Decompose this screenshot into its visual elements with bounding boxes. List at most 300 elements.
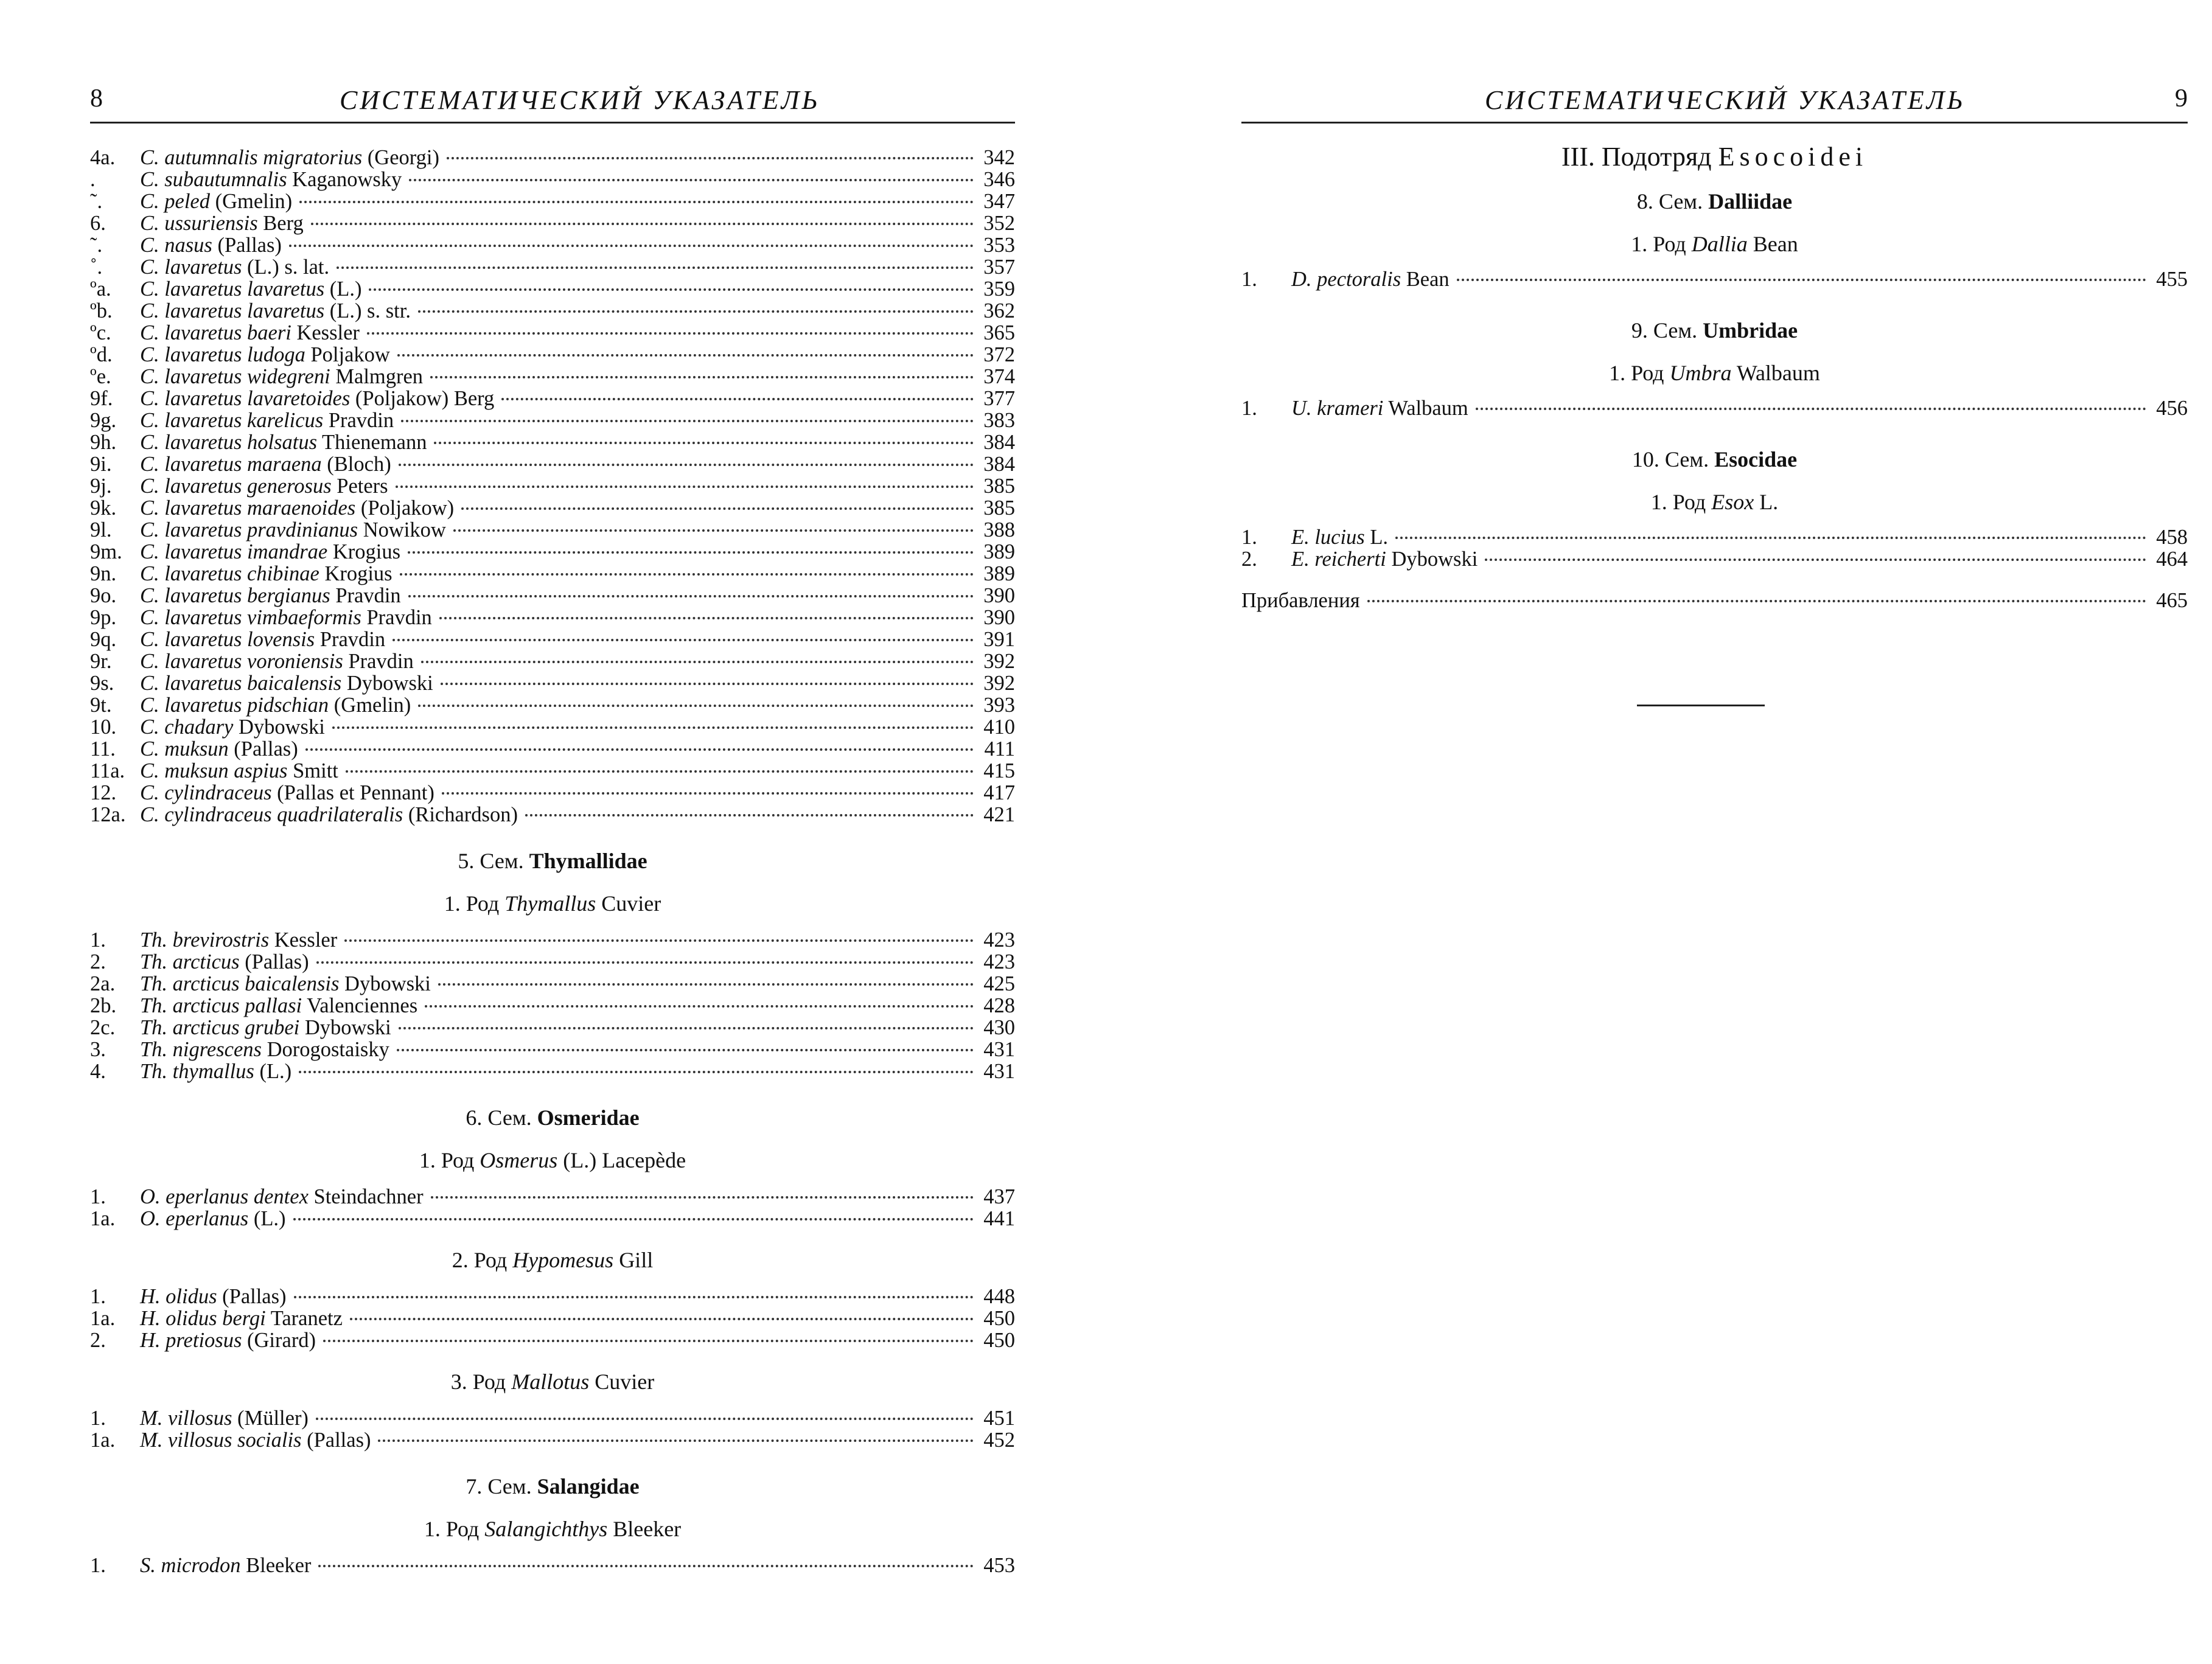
suborder-heading-esocoidei: III. Подотряд Esocoidei — [1561, 142, 1868, 172]
genus-name: Dallia — [1691, 232, 1748, 256]
index-entry — [90, 278, 1015, 300]
taxon-name — [140, 1186, 424, 1208]
page-reference: 377 — [983, 387, 1015, 410]
dot-leader — [397, 1049, 974, 1051]
left-page-number: 8 — [90, 85, 103, 113]
index-entry — [90, 951, 1015, 973]
index-entry — [90, 607, 1015, 628]
entry-number: ºe. — [90, 365, 111, 388]
taxon-name — [140, 760, 338, 782]
dot-leader — [408, 551, 974, 554]
dot-leader — [408, 595, 974, 597]
page-reference: 456 — [2156, 397, 2188, 420]
coregonus-index-list — [90, 147, 1015, 826]
author-citation: Berg — [257, 212, 304, 235]
species-name: C. nasus — [140, 234, 212, 257]
dot-leader — [401, 420, 974, 422]
genus-heading-hypomesus: 2. Род Hypomesus Gill — [452, 1248, 654, 1272]
taxon-name — [140, 1017, 391, 1039]
index-entry — [90, 628, 1015, 650]
index-entry — [90, 563, 1015, 585]
genus-heading-esox: 1. Род Esox L. — [1650, 490, 1779, 514]
entry-number: ºc. — [90, 321, 111, 344]
author-citation: (L.) — [254, 1060, 292, 1083]
index-entry — [90, 322, 1015, 344]
dot-leader — [378, 1439, 974, 1442]
taxon-name — [140, 782, 434, 804]
entry-number: 9l. — [90, 518, 112, 541]
dot-leader — [425, 1005, 974, 1008]
entry-number: 9i. — [90, 453, 112, 476]
dot-leader — [344, 939, 974, 942]
index-entry — [90, 1186, 1015, 1208]
page-reference: 450 — [983, 1307, 1015, 1330]
index-entry — [90, 256, 1015, 278]
dot-leader — [418, 310, 974, 313]
taxon-name — [140, 1208, 286, 1230]
hypomesus-index-list — [90, 1286, 1015, 1351]
species-name: C. lavaretus imandrae — [140, 540, 328, 563]
index-entry — [90, 475, 1015, 497]
index-entry — [90, 929, 1015, 951]
author-citation: Bleeker — [240, 1554, 312, 1577]
dot-leader — [1457, 279, 2146, 281]
taxon-name — [140, 738, 298, 760]
author-citation: (L.) s. lat. — [242, 256, 330, 279]
index-entry — [1241, 268, 2188, 290]
page-reference: 425 — [983, 972, 1015, 995]
page-reference: 359 — [983, 277, 1015, 301]
family-name: Esocidae — [1714, 447, 1798, 472]
dallia-index-list — [1241, 268, 2188, 290]
species-name: C. lavaretus chibinae — [140, 562, 319, 585]
dot-leader — [400, 573, 974, 576]
dot-leader — [318, 1565, 974, 1567]
author-citation: (Pallas) — [228, 737, 298, 761]
species-name: Th. thymallus — [140, 1060, 254, 1083]
author-citation: Nowikow — [358, 518, 446, 541]
esox-index-list — [1241, 526, 2188, 570]
genus-heading-mallotus: 3. Род Mallotus Cuvier — [450, 1370, 655, 1394]
entry-number: 1. — [1241, 526, 1257, 549]
taxon-name — [140, 212, 304, 234]
entry-number: 1a. — [90, 1429, 116, 1452]
entry-number: 2. — [90, 950, 106, 973]
dot-leader — [337, 266, 974, 269]
family-name: Osmeridae — [537, 1105, 640, 1130]
entry-number: . — [90, 168, 96, 191]
page-reference: 389 — [983, 562, 1015, 585]
species-name: C. lavaretus baicalensis — [140, 672, 342, 695]
dot-leader — [369, 288, 974, 291]
taxon-name — [140, 716, 325, 738]
right-page-number: 9 — [2175, 85, 2188, 113]
page-reference: 392 — [983, 672, 1015, 695]
author-citation: Smitt — [287, 759, 338, 782]
dot-leader — [461, 507, 974, 510]
author-citation: Pravdin — [330, 584, 401, 607]
taxon-name — [140, 256, 329, 278]
index-entry — [90, 147, 1015, 169]
species-name: C. lavaretus — [140, 256, 242, 279]
species-name: Th. arcticus — [140, 950, 240, 973]
species-name: C. lavaretus karelicus — [140, 409, 324, 432]
page-reference: 423 — [983, 928, 1015, 952]
page-reference: 374 — [983, 365, 1015, 388]
family-name: Salangidae — [537, 1474, 640, 1499]
entry-number: 1. — [90, 1285, 106, 1308]
author-citation: Taranetz — [265, 1307, 343, 1330]
page-reference: 357 — [983, 256, 1015, 279]
author-citation: Dybowski — [339, 972, 431, 995]
species-name: C. cylindraceus quadrilateralis — [140, 803, 403, 826]
index-entry — [90, 1060, 1015, 1082]
entry-number: 2. — [1241, 548, 1257, 571]
index-entry — [90, 497, 1015, 519]
species-name: M. villosus — [140, 1407, 232, 1430]
page-reference: 428 — [983, 994, 1015, 1017]
entry-number: ˜. — [90, 190, 103, 213]
taxon-name — [140, 453, 391, 475]
index-entry — [90, 541, 1015, 563]
author-citation: Poljakow — [305, 343, 390, 366]
page-reference: 365 — [983, 321, 1015, 344]
index-entry — [90, 738, 1015, 760]
dot-leader — [393, 639, 974, 641]
taxon-name — [140, 628, 385, 650]
author-citation: L. — [1364, 526, 1389, 549]
family-heading-osmeridae: 6. Сем. Osmeridae — [466, 1105, 640, 1130]
author-citation: (Pallas) — [217, 1285, 287, 1308]
family-name: Umbridae — [1703, 318, 1798, 343]
entry-number: 11a. — [90, 759, 125, 782]
species-name: E. lucius — [1291, 526, 1365, 549]
entry-number: 9g. — [90, 409, 117, 432]
index-entry — [90, 995, 1015, 1017]
species-name: O. eperlanus — [140, 1207, 249, 1230]
dot-leader — [453, 529, 974, 532]
author-citation: (Girard) — [242, 1329, 316, 1352]
index-entry — [90, 519, 1015, 541]
dot-leader — [346, 770, 974, 773]
dot-leader — [316, 1418, 974, 1420]
page-reference: 437 — [983, 1185, 1015, 1208]
species-name: O. eperlanus dentex — [140, 1185, 309, 1208]
taxon-name — [140, 804, 518, 826]
entry-number: 1a. — [90, 1207, 116, 1230]
family-heading-dalliidae: 8. Сем. Dalliidae — [1636, 189, 1793, 214]
index-entry — [90, 760, 1015, 782]
author-citation: (Bloch) — [321, 453, 391, 476]
page-reference: 451 — [983, 1407, 1015, 1430]
page-reference: 431 — [983, 1038, 1015, 1061]
page-reference: 347 — [983, 190, 1015, 213]
author-citation: Krogius — [327, 540, 401, 563]
genus-heading-salangichthys: 1. Род Salangichthys Bleeker — [424, 1517, 682, 1541]
left-running-head — [90, 67, 1015, 124]
species-name: Th. arcticus baicalensis — [140, 972, 340, 995]
entry-number: ºb. — [90, 299, 113, 322]
page-reference: 410 — [983, 715, 1015, 739]
species-name: C. lavaretus lovensis — [140, 628, 315, 651]
end-rule-divider — [1637, 705, 1765, 706]
index-entry — [90, 804, 1015, 826]
author-citation: Bean — [1401, 268, 1450, 291]
index-entry — [90, 1429, 1015, 1451]
left-running-title: СИСТЕМАТИЧЕСКИЙ УКАЗАТЕЛЬ — [340, 85, 820, 115]
author-citation: Malmgren — [330, 365, 424, 388]
page-reference: 383 — [983, 409, 1015, 432]
dot-leader — [399, 1027, 974, 1029]
entry-number: 1. — [90, 1554, 106, 1577]
author-citation: Valenciennes — [302, 994, 418, 1017]
author-citation: Kessler — [269, 928, 338, 952]
page-reference: 390 — [983, 584, 1015, 607]
entry-number: 6. — [90, 212, 106, 235]
page-reference: 384 — [983, 453, 1015, 476]
species-name: C. lavaretus voroniensis — [140, 650, 343, 673]
page-reference: 465 — [2156, 589, 2188, 612]
family-heading-esocidae: 10. Сем. Esocidae — [1631, 447, 1798, 472]
taxon-name — [1291, 268, 1450, 290]
taxon-name — [140, 300, 411, 322]
index-entry — [90, 973, 1015, 995]
author-citation: Dorogostaisky — [261, 1038, 389, 1061]
page-reference: 391 — [983, 628, 1015, 651]
taxon-name — [140, 650, 414, 672]
author-citation: (Poljakow) Berg — [350, 387, 495, 410]
genus-name: Hypomesus — [512, 1248, 614, 1272]
taxon-name — [140, 1307, 343, 1329]
dot-leader — [442, 792, 974, 795]
species-name: U. krameri — [1291, 397, 1384, 420]
species-name: Th. brevirostris — [140, 928, 270, 952]
genus-name: Salangichthys — [484, 1517, 608, 1541]
species-name: C. lavaretus generosus — [140, 475, 332, 498]
taxon-name — [140, 951, 309, 973]
taxon-name — [140, 497, 454, 519]
mallotus-index-list — [90, 1407, 1015, 1451]
dot-leader — [332, 726, 974, 729]
taxon-name — [140, 1407, 309, 1429]
index-entry — [90, 672, 1015, 694]
dot-leader — [441, 683, 974, 685]
species-name: H. olidus — [140, 1285, 217, 1308]
dot-leader — [323, 1340, 974, 1342]
dot-leader — [438, 983, 974, 986]
author-citation: Walbaum — [1383, 397, 1468, 420]
addenda-label: Прибавления — [1241, 589, 1360, 612]
species-name: H. pretiosus — [140, 1329, 242, 1352]
dot-leader — [431, 1196, 974, 1199]
taxon-name — [140, 475, 388, 497]
taxon-name — [140, 409, 394, 431]
taxon-name — [140, 995, 417, 1017]
page-reference: 431 — [983, 1060, 1015, 1083]
index-entry — [90, 650, 1015, 672]
index-entry — [90, 716, 1015, 738]
entry-number: ºa. — [90, 277, 111, 301]
entry-number: 9f. — [90, 387, 113, 410]
page-reference: 385 — [983, 475, 1015, 498]
taxon-name — [140, 563, 393, 585]
index-entry — [1241, 526, 2188, 548]
species-name: M. villosus socialis — [140, 1429, 302, 1452]
index-entry — [1241, 397, 2188, 419]
species-name: C. lavaretus lavaretus — [140, 299, 325, 322]
taxon-name — [140, 1286, 287, 1307]
dot-leader — [316, 961, 974, 964]
species-name: C. ussuriensis — [140, 212, 258, 235]
taxon-name — [140, 541, 400, 563]
index-entry — [90, 1329, 1015, 1351]
species-name: C. lavaretus vimbaeformis — [140, 606, 361, 629]
entry-number: 9s. — [90, 672, 114, 695]
page-reference: 452 — [983, 1429, 1015, 1452]
species-name: C. lavaretus widegreni — [140, 365, 330, 388]
index-entry — [90, 1039, 1015, 1060]
entry-number: 1. — [1241, 268, 1257, 291]
taxon-name — [140, 169, 402, 190]
genus-name: Osmerus — [480, 1148, 558, 1172]
index-entry — [90, 169, 1015, 190]
author-citation: (Georgi) — [362, 146, 439, 169]
family-heading-salangidae: 7. Сем. Salangidae — [466, 1474, 640, 1499]
species-name: C. muksun — [140, 737, 229, 761]
dot-leader — [1485, 559, 2146, 561]
taxon-name — [140, 366, 423, 388]
dot-leader — [434, 442, 974, 444]
genus-heading-dallia: 1. Род Dallia Bean — [1631, 232, 1798, 256]
page-reference: 352 — [983, 212, 1015, 235]
author-citation: Dybowski — [233, 715, 325, 739]
author-citation: (Poljakow) — [355, 496, 455, 520]
dot-leader — [439, 617, 974, 619]
species-name: C. lavaretus maraenoides — [140, 496, 356, 520]
taxon-name — [140, 388, 494, 409]
entry-number: 12. — [90, 781, 117, 804]
dot-leader — [1367, 600, 2146, 602]
index-entry — [90, 782, 1015, 804]
dot-leader — [1395, 537, 2146, 539]
author-citation: Kaganowsky — [287, 168, 402, 191]
entry-number: 3. — [90, 1038, 106, 1061]
dot-leader — [305, 748, 974, 751]
entry-number: 9r. — [90, 650, 112, 673]
page-reference: 362 — [983, 299, 1015, 322]
entry-number: 2c. — [90, 1016, 116, 1039]
right-running-head — [1241, 67, 2188, 124]
page-reference: 455 — [2156, 268, 2188, 291]
dot-leader — [1476, 408, 2146, 410]
author-citation: (L.) — [324, 277, 362, 301]
index-entry — [90, 1307, 1015, 1329]
author-citation: Steindachner — [308, 1185, 424, 1208]
taxon-name — [140, 278, 361, 300]
entry-number: 4. — [90, 1060, 106, 1083]
author-citation: (Pallas) — [212, 234, 282, 257]
taxon-name — [140, 607, 432, 628]
index-entry — [90, 453, 1015, 475]
entry-number: 9t. — [90, 694, 112, 717]
species-name: C. subautumnalis — [140, 168, 287, 191]
entry-number: 1. — [90, 928, 106, 952]
author-citation: (Pallas et Pennant) — [271, 781, 434, 804]
dot-leader — [430, 376, 974, 378]
entry-number: 10. — [90, 715, 117, 739]
entry-number: 1. — [1241, 397, 1257, 420]
family-heading-thymallidae: 5. Сем. Thymallidae — [458, 849, 647, 873]
index-entry — [90, 212, 1015, 234]
genus-name: Umbra — [1669, 361, 1732, 385]
species-name: D. pectoralis — [1291, 268, 1401, 291]
entry-number: 1a. — [90, 1307, 116, 1330]
family-name: Dalliidae — [1708, 189, 1793, 214]
species-name: Th. nigrescens — [140, 1038, 262, 1061]
species-name: Th. arcticus grubei — [140, 1016, 300, 1039]
author-citation: Pravdin — [361, 606, 432, 629]
author-citation: (Gmelin) — [329, 694, 411, 717]
species-name: S. microdon — [140, 1554, 241, 1577]
author-citation: Pravdin — [343, 650, 414, 673]
page-reference: 441 — [983, 1207, 1015, 1230]
index-entry — [90, 190, 1015, 212]
author-citation: (Pallas) — [301, 1429, 371, 1452]
author-citation: Peters — [331, 475, 388, 498]
page-reference: 384 — [983, 431, 1015, 454]
author-citation: (Pallas) — [239, 950, 309, 973]
addenda-list — [1241, 590, 2188, 611]
left-page — [90, 0, 1015, 1576]
author-citation: Krogius — [319, 562, 393, 585]
page-reference: 464 — [2156, 548, 2188, 571]
index-entry — [90, 694, 1015, 716]
dot-leader — [396, 486, 974, 488]
dot-leader — [409, 179, 974, 181]
taxon-name — [140, 431, 427, 453]
taxon-name — [140, 694, 411, 716]
family-heading-umbridae: 9. Сем. Umbridae — [1631, 318, 1798, 343]
entry-number: 9o. — [90, 584, 117, 607]
taxon-name — [140, 1329, 316, 1351]
taxon-name — [140, 519, 446, 541]
species-name: E. reicherti — [1291, 548, 1386, 571]
species-name: C. chadary — [140, 715, 234, 739]
page-reference: 411 — [984, 737, 1015, 761]
entry-number: 9p. — [90, 606, 117, 629]
dot-leader — [399, 464, 974, 466]
dot-leader — [294, 1296, 974, 1298]
entry-number: 11. — [90, 737, 116, 761]
entry-number: ˚. — [90, 256, 103, 279]
taxon-name — [140, 1039, 389, 1060]
entry-number: 9m. — [90, 540, 122, 563]
species-name: C. peled — [140, 190, 210, 213]
taxon-name — [140, 234, 282, 256]
index-entry — [90, 1554, 1015, 1576]
dot-leader — [299, 1071, 974, 1073]
species-name: C. lavaretus lavaretoides — [140, 387, 351, 410]
right-running-title: СИСТЕМАТИЧЕСКИЙ УКАЗАТЕЛЬ — [1485, 85, 1966, 115]
species-name: C. lavaretus lavaretus — [140, 277, 325, 301]
dot-leader — [299, 201, 974, 203]
species-name: C. lavaretus maraena — [140, 453, 322, 476]
dot-leader — [501, 398, 974, 400]
page-reference: 388 — [983, 518, 1015, 541]
page-reference: 450 — [983, 1329, 1015, 1352]
entry-number: 9j. — [90, 475, 112, 498]
page-reference: 342 — [983, 146, 1015, 169]
